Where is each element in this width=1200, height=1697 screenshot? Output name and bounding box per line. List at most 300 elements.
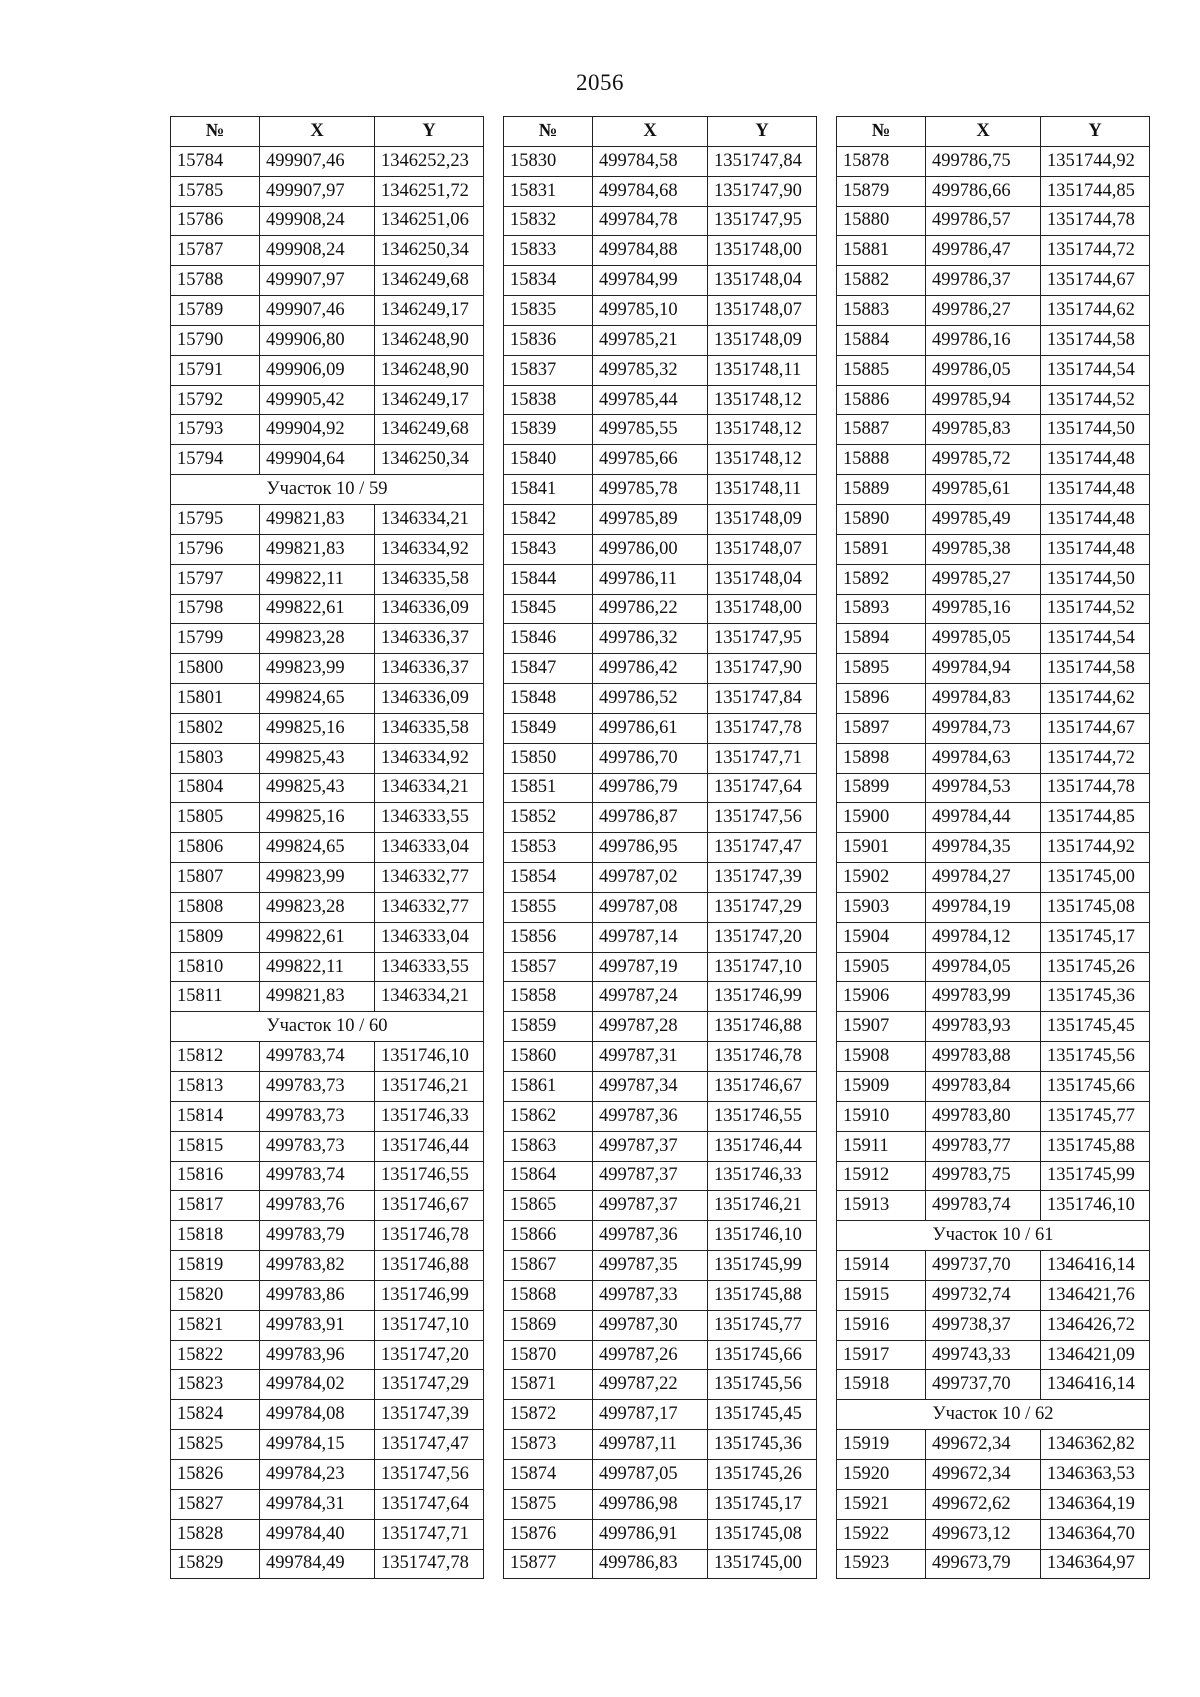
cell-number: 15868 <box>504 1280 593 1310</box>
table-body <box>837 146 1150 1579</box>
table-row <box>837 863 1150 893</box>
cell-x: 499787,30 <box>593 1310 708 1340</box>
cell-y: 1351746,10 <box>375 1042 484 1072</box>
cell-x: 499783,73 <box>260 1131 375 1161</box>
cell-y: 1351748,12 <box>708 445 817 475</box>
cell-number: 15816 <box>171 1161 260 1191</box>
cell-y: 1351744,54 <box>1041 624 1150 654</box>
cell-x: 499785,38 <box>926 534 1041 564</box>
cell-y: 1346249,17 <box>375 385 484 415</box>
cell-y: 1351747,29 <box>708 892 817 922</box>
table-body <box>171 146 484 1579</box>
cell-number: 15848 <box>504 684 593 714</box>
cell-y: 1351744,50 <box>1041 564 1150 594</box>
cell-x: 499821,83 <box>260 504 375 534</box>
table-row <box>171 176 484 206</box>
cell-y: 1346334,21 <box>375 504 484 534</box>
table-row <box>504 1549 817 1579</box>
table-row <box>504 1310 817 1340</box>
cell-number: 15837 <box>504 355 593 385</box>
cell-y: 1346362,82 <box>1041 1430 1150 1460</box>
cell-number: 15788 <box>171 266 260 296</box>
coordinates-table-1 <box>170 116 484 1579</box>
cell-x: 499904,64 <box>260 445 375 475</box>
cell-y: 1346363,53 <box>1041 1459 1150 1489</box>
table-row <box>171 1251 484 1281</box>
table-row <box>504 266 817 296</box>
table-row <box>504 176 817 206</box>
header-x: X <box>593 117 708 147</box>
table-row <box>504 1340 817 1370</box>
table-row <box>504 1012 817 1042</box>
cell-number: 15896 <box>837 684 926 714</box>
table-row <box>171 982 484 1012</box>
table-row <box>504 1042 817 1072</box>
cell-x: 499783,74 <box>260 1042 375 1072</box>
cell-y: 1346335,58 <box>375 564 484 594</box>
table-row <box>171 146 484 176</box>
table-row <box>837 1251 1150 1281</box>
table-row <box>837 952 1150 982</box>
section-title: Участок 10 / 62 <box>837 1400 1150 1430</box>
cell-y: 1351746,55 <box>375 1161 484 1191</box>
table-row <box>504 1400 817 1430</box>
table-row <box>837 1131 1150 1161</box>
cell-x: 499783,77 <box>926 1131 1041 1161</box>
table-row <box>171 773 484 803</box>
table-row <box>504 1430 817 1460</box>
cell-number: 15833 <box>504 236 593 266</box>
cell-y: 1351744,92 <box>1041 146 1150 176</box>
cell-x: 499672,62 <box>926 1489 1041 1519</box>
cell-x: 499824,65 <box>260 833 375 863</box>
cell-y: 1351748,07 <box>708 534 817 564</box>
cell-number: 15890 <box>837 504 926 534</box>
cell-number: 15810 <box>171 952 260 982</box>
cell-number: 15897 <box>837 713 926 743</box>
cell-y: 1351745,66 <box>1041 1072 1150 1102</box>
cell-y: 1346250,34 <box>375 236 484 266</box>
cell-x: 499785,89 <box>593 504 708 534</box>
cell-y: 1351746,21 <box>708 1191 817 1221</box>
table-row <box>171 1131 484 1161</box>
table-row <box>171 1370 484 1400</box>
cell-y: 1351746,67 <box>375 1191 484 1221</box>
cell-y: 1351746,78 <box>375 1221 484 1251</box>
cell-y: 1351746,44 <box>375 1131 484 1161</box>
cell-y: 1351748,12 <box>708 415 817 445</box>
table-row <box>171 863 484 893</box>
cell-y: 1351746,10 <box>1041 1191 1150 1221</box>
table-row <box>171 1400 484 1430</box>
header-number: № <box>504 117 593 147</box>
table-row <box>171 1161 484 1191</box>
table-row <box>504 385 817 415</box>
cell-number: 15817 <box>171 1191 260 1221</box>
table-row <box>837 415 1150 445</box>
cell-y: 1351745,99 <box>708 1251 817 1281</box>
table-row <box>504 1280 817 1310</box>
cell-y: 1346364,19 <box>1041 1489 1150 1519</box>
cell-x: 499785,10 <box>593 296 708 326</box>
cell-number: 15881 <box>837 236 926 266</box>
cell-x: 499785,83 <box>926 415 1041 445</box>
table-row <box>171 1340 484 1370</box>
cell-y: 1351745,77 <box>1041 1101 1150 1131</box>
cell-number: 15797 <box>171 564 260 594</box>
table-row <box>171 1101 484 1131</box>
table-row <box>504 743 817 773</box>
table-row <box>837 743 1150 773</box>
cell-y: 1346332,77 <box>375 892 484 922</box>
cell-x: 499787,14 <box>593 922 708 952</box>
cell-x: 499785,94 <box>926 385 1041 415</box>
table-row <box>171 922 484 952</box>
cell-number: 15922 <box>837 1519 926 1549</box>
cell-y: 1351747,71 <box>708 743 817 773</box>
cell-x: 499904,92 <box>260 415 375 445</box>
cell-y: 1351745,88 <box>1041 1131 1150 1161</box>
table-row <box>171 684 484 714</box>
cell-y: 1351745,36 <box>1041 982 1150 1012</box>
cell-x: 499783,74 <box>926 1191 1041 1221</box>
cell-y: 1351748,00 <box>708 594 817 624</box>
cell-x: 499787,26 <box>593 1340 708 1370</box>
cell-number: 15809 <box>171 922 260 952</box>
table-row <box>504 564 817 594</box>
cell-number: 15840 <box>504 445 593 475</box>
cell-x: 499787,19 <box>593 952 708 982</box>
cell-y: 1351746,33 <box>375 1101 484 1131</box>
table-row <box>171 325 484 355</box>
cell-x: 499787,22 <box>593 1370 708 1400</box>
table-header-row <box>171 117 484 147</box>
cell-number: 15859 <box>504 1012 593 1042</box>
cell-x: 499783,86 <box>260 1280 375 1310</box>
table-header-row <box>504 117 817 147</box>
cell-x: 499787,34 <box>593 1072 708 1102</box>
cell-y: 1346250,34 <box>375 445 484 475</box>
cell-number: 15794 <box>171 445 260 475</box>
cell-x: 499787,24 <box>593 982 708 1012</box>
cell-x: 499906,80 <box>260 325 375 355</box>
table-row <box>504 684 817 714</box>
cell-number: 15901 <box>837 833 926 863</box>
cell-number: 15905 <box>837 952 926 982</box>
cell-y: 1351747,39 <box>708 863 817 893</box>
cell-number: 15893 <box>837 594 926 624</box>
cell-y: 1346364,97 <box>1041 1549 1150 1579</box>
cell-x: 499786,66 <box>926 176 1041 206</box>
cell-x: 499673,79 <box>926 1549 1041 1579</box>
cell-number: 15800 <box>171 654 260 684</box>
table-row <box>504 892 817 922</box>
cell-x: 499784,49 <box>260 1549 375 1579</box>
cell-x: 499787,36 <box>593 1221 708 1251</box>
cell-y: 1351747,78 <box>708 713 817 743</box>
cell-x: 499738,37 <box>926 1310 1041 1340</box>
cell-x: 499825,43 <box>260 743 375 773</box>
cell-y: 1351747,84 <box>708 146 817 176</box>
header-y: Y <box>708 117 817 147</box>
cell-number: 15827 <box>171 1489 260 1519</box>
cell-x: 499821,83 <box>260 534 375 564</box>
cell-y: 1351747,64 <box>375 1489 484 1519</box>
cell-number: 15832 <box>504 206 593 236</box>
table-row <box>837 206 1150 236</box>
cell-x: 499908,24 <box>260 236 375 266</box>
cell-x: 499825,16 <box>260 803 375 833</box>
cell-y: 1346333,04 <box>375 922 484 952</box>
cell-number: 15903 <box>837 892 926 922</box>
cell-x: 499786,95 <box>593 833 708 863</box>
table-row <box>837 1519 1150 1549</box>
cell-number: 15815 <box>171 1131 260 1161</box>
cell-x: 499787,08 <box>593 892 708 922</box>
cell-x: 499783,76 <box>260 1191 375 1221</box>
cell-y: 1351747,56 <box>708 803 817 833</box>
cell-number: 15844 <box>504 564 593 594</box>
cell-x: 499783,84 <box>926 1072 1041 1102</box>
table-row <box>837 176 1150 206</box>
cell-x: 499823,28 <box>260 892 375 922</box>
cell-number: 15808 <box>171 892 260 922</box>
cell-number: 15813 <box>171 1072 260 1102</box>
table-row <box>837 296 1150 326</box>
cell-x: 499907,97 <box>260 266 375 296</box>
table-row <box>837 1340 1150 1370</box>
cell-x: 499784,35 <box>926 833 1041 863</box>
table-row <box>837 266 1150 296</box>
cell-number: 15830 <box>504 146 593 176</box>
cell-x: 499672,34 <box>926 1459 1041 1489</box>
table-row <box>837 1191 1150 1221</box>
cell-y: 1351747,20 <box>375 1340 484 1370</box>
cell-y: 1351745,66 <box>708 1340 817 1370</box>
cell-number: 15842 <box>504 504 593 534</box>
cell-number: 15812 <box>171 1042 260 1072</box>
table-row <box>837 1101 1150 1131</box>
table-row <box>837 1370 1150 1400</box>
cell-y: 1346334,21 <box>375 982 484 1012</box>
table-row <box>504 922 817 952</box>
cell-number: 15876 <box>504 1519 593 1549</box>
cell-number: 15795 <box>171 504 260 534</box>
cell-x: 499787,05 <box>593 1459 708 1489</box>
table-row <box>837 1430 1150 1460</box>
cell-x: 499784,94 <box>926 654 1041 684</box>
cell-number: 15894 <box>837 624 926 654</box>
cell-y: 1351748,04 <box>708 564 817 594</box>
cell-x: 499673,12 <box>926 1519 1041 1549</box>
cell-x: 499783,74 <box>260 1161 375 1191</box>
cell-y: 1351744,48 <box>1041 475 1150 505</box>
cell-x: 499784,44 <box>926 803 1041 833</box>
cell-number: 15874 <box>504 1459 593 1489</box>
cell-x: 499786,47 <box>926 236 1041 266</box>
cell-y: 1351745,17 <box>1041 922 1150 952</box>
table-row <box>171 743 484 773</box>
cell-x: 499783,99 <box>926 982 1041 1012</box>
cell-number: 15900 <box>837 803 926 833</box>
cell-number: 15820 <box>171 1280 260 1310</box>
cell-y: 1351745,08 <box>708 1519 817 1549</box>
table-row <box>837 982 1150 1012</box>
cell-number: 15785 <box>171 176 260 206</box>
cell-number: 15841 <box>504 475 593 505</box>
cell-x: 499786,16 <box>926 325 1041 355</box>
cell-x: 499787,36 <box>593 1101 708 1131</box>
cell-x: 499786,27 <box>926 296 1041 326</box>
table-row <box>171 1549 484 1579</box>
cell-y: 1351744,78 <box>1041 206 1150 236</box>
header-number: № <box>837 117 926 147</box>
cell-number: 15846 <box>504 624 593 654</box>
cell-number: 15908 <box>837 1042 926 1072</box>
cell-x: 499786,52 <box>593 684 708 714</box>
cell-number: 15909 <box>837 1072 926 1102</box>
cell-y: 1346336,09 <box>375 684 484 714</box>
cell-number: 15916 <box>837 1310 926 1340</box>
cell-number: 15843 <box>504 534 593 564</box>
page-number: 2056 <box>576 70 624 95</box>
table-row <box>837 1549 1150 1579</box>
section-row <box>837 1400 1150 1430</box>
table-row <box>837 713 1150 743</box>
cell-x: 499821,83 <box>260 982 375 1012</box>
cell-y: 1351746,10 <box>708 1221 817 1251</box>
cell-x: 499737,70 <box>926 1370 1041 1400</box>
table-row <box>171 1072 484 1102</box>
cell-y: 1351747,95 <box>708 624 817 654</box>
cell-x: 499787,37 <box>593 1191 708 1221</box>
table-row <box>504 654 817 684</box>
cell-x: 499786,37 <box>926 266 1041 296</box>
cell-y: 1351746,99 <box>375 1280 484 1310</box>
cell-y: 1346249,68 <box>375 266 484 296</box>
cell-y: 1351746,55 <box>708 1101 817 1131</box>
table-row <box>171 1459 484 1489</box>
cell-number: 15854 <box>504 863 593 893</box>
cell-x: 499783,73 <box>260 1072 375 1102</box>
cell-number: 15858 <box>504 982 593 1012</box>
cell-number: 15801 <box>171 684 260 714</box>
cell-number: 15825 <box>171 1430 260 1460</box>
table-row <box>504 504 817 534</box>
cell-number: 15879 <box>837 176 926 206</box>
table-row <box>171 803 484 833</box>
cell-x: 499785,21 <box>593 325 708 355</box>
cell-number: 15862 <box>504 1101 593 1131</box>
cell-y: 1351744,62 <box>1041 684 1150 714</box>
cell-x: 499784,15 <box>260 1430 375 1460</box>
cell-number: 15865 <box>504 1191 593 1221</box>
cell-y: 1346248,90 <box>375 355 484 385</box>
cell-y: 1351746,78 <box>708 1042 817 1072</box>
table-row <box>171 266 484 296</box>
cell-number: 15873 <box>504 1430 593 1460</box>
cell-y: 1351747,84 <box>708 684 817 714</box>
header-y: Y <box>375 117 484 147</box>
cell-x: 499786,22 <box>593 594 708 624</box>
table-row <box>171 355 484 385</box>
cell-y: 1351745,17 <box>708 1489 817 1519</box>
cell-y: 1351744,58 <box>1041 654 1150 684</box>
cell-number: 15835 <box>504 296 593 326</box>
cell-x: 499783,91 <box>260 1310 375 1340</box>
table-row <box>171 654 484 684</box>
cell-x: 499786,83 <box>593 1549 708 1579</box>
cell-x: 499823,99 <box>260 654 375 684</box>
table-row <box>837 355 1150 385</box>
cell-number: 15921 <box>837 1489 926 1519</box>
cell-number: 15923 <box>837 1549 926 1579</box>
coordinates-table-3 <box>836 116 1150 1579</box>
cell-y: 1351744,48 <box>1041 445 1150 475</box>
cell-x: 499783,93 <box>926 1012 1041 1042</box>
cell-y: 1351747,39 <box>375 1400 484 1430</box>
table-row <box>171 833 484 863</box>
cell-number: 15853 <box>504 833 593 863</box>
table-row <box>504 1101 817 1131</box>
header-number: № <box>171 117 260 147</box>
cell-y: 1346251,06 <box>375 206 484 236</box>
cell-number: 15891 <box>837 534 926 564</box>
cell-y: 1351748,09 <box>708 504 817 534</box>
table-row <box>504 773 817 803</box>
cell-number: 15829 <box>171 1549 260 1579</box>
cell-y: 1351744,72 <box>1041 743 1150 773</box>
cell-x: 499784,40 <box>260 1519 375 1549</box>
cell-number: 15811 <box>171 982 260 1012</box>
cell-x: 499907,97 <box>260 176 375 206</box>
cell-y: 1351745,00 <box>708 1549 817 1579</box>
cell-number: 15919 <box>837 1430 926 1460</box>
cell-x: 499784,99 <box>593 266 708 296</box>
cell-y: 1351745,88 <box>708 1280 817 1310</box>
cell-y: 1351747,64 <box>708 773 817 803</box>
table-row <box>504 475 817 505</box>
table-row <box>171 564 484 594</box>
cell-y: 1351748,11 <box>708 475 817 505</box>
cell-number: 15918 <box>837 1370 926 1400</box>
cell-y: 1346335,58 <box>375 713 484 743</box>
table-row <box>837 475 1150 505</box>
table-row <box>504 206 817 236</box>
cell-x: 499784,78 <box>593 206 708 236</box>
cell-number: 15877 <box>504 1549 593 1579</box>
table-row <box>504 713 817 743</box>
table-row <box>837 1489 1150 1519</box>
cell-x: 499786,32 <box>593 624 708 654</box>
table-row <box>171 624 484 654</box>
cell-y: 1351745,56 <box>708 1370 817 1400</box>
table-row <box>171 1280 484 1310</box>
table-row <box>504 355 817 385</box>
cell-y: 1351744,67 <box>1041 266 1150 296</box>
cell-x: 499906,09 <box>260 355 375 385</box>
cell-x: 499672,34 <box>926 1430 1041 1460</box>
table-row <box>504 1489 817 1519</box>
cell-y: 1351744,62 <box>1041 296 1150 326</box>
table-row <box>504 803 817 833</box>
table-row <box>171 206 484 236</box>
table-row <box>837 803 1150 833</box>
cell-y: 1351745,26 <box>1041 952 1150 982</box>
cell-y: 1351746,67 <box>708 1072 817 1102</box>
cell-number: 15899 <box>837 773 926 803</box>
cell-y: 1346333,55 <box>375 803 484 833</box>
